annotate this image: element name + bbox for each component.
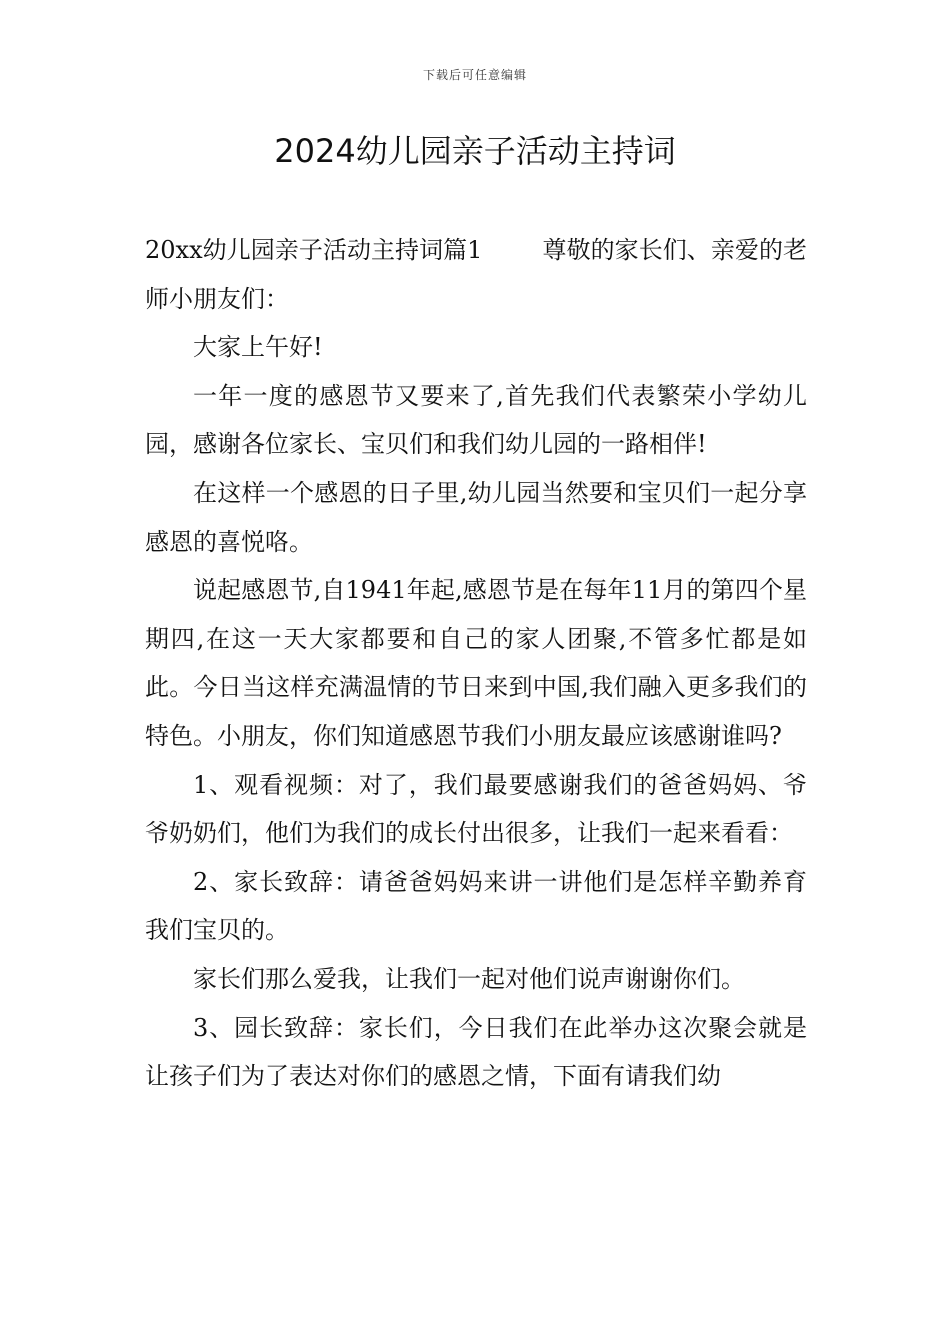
section-heading: 20xx幼儿园亲子活动主持词篇1	[145, 236, 483, 264]
paragraph-5: 1、观看视频：对了，我们最要感谢我们的爸爸妈妈、爷爷奶奶们，他们为我们的成长付出很多，让我们一起来看看：	[145, 770, 807, 848]
paragraph-1: 大家上午好!	[193, 333, 323, 362]
greeting: 尊敬的家长们、亲爱的老师小朋友们：	[145, 236, 807, 313]
paragraph-4: 说起感恩节,自1941年起,感恩节是在每年11月的第四个星期四,在这一天大家都要和自己的家人团聚,不管多忙都是如此。今日当这样充满温情的节日来到中国,我们融入更多我们的特色。小朋友，你们知道感恩节我们小朋友最应该感谢谁吗?	[145, 576, 807, 750]
paragraph-7: 家长们那么爱我，让我们一起对他们说声谢谢你们。	[193, 964, 745, 993]
document-title: 2024幼儿园亲子活动主持词	[274, 132, 676, 170]
header-note: 下载后可任意编辑	[422, 68, 527, 82]
paragraph-3: 在这样一个感恩的日子里,幼儿园当然要和宝贝们一起分享感恩的喜悦咯。	[145, 478, 807, 556]
section-intro-paragraph	[145, 226, 807, 323]
paragraph-8: 3、园长致辞：家长们，今日我们在此举办这次聚会就是让孩子们为了表达对你们的感恩之情，下面有请我们幼	[145, 1013, 807, 1091]
paragraph-2: 一年一度的感恩节又要来了,首先我们代表繁荣小学幼儿园，感谢各位家长、宝贝们和我们幼儿园的一路相伴!	[145, 381, 807, 459]
document-body	[145, 226, 807, 1101]
paragraph-6: 2、家长致辞：请爸爸妈妈来讲一讲他们是怎样辛勤养育我们宝贝的。	[145, 867, 807, 945]
